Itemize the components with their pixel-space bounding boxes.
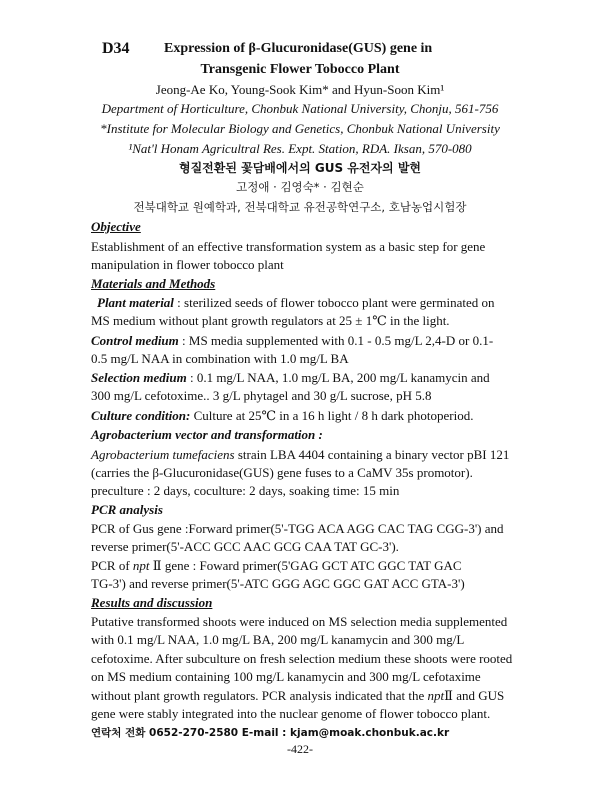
objective-line-1: Establishment of an effective transformation system as a basic step for gene [91,239,486,254]
pcr-line-3 [91,558,462,574]
objective-line-2: manipulation in flower tobocco plant [91,257,284,272]
agrobacterium-species: Agrobacterium tumefaciens [91,447,235,462]
author-list: Jeong-Ae Ko, Young-Sook Kim* and Hyun-Soon Kim¹ [155,82,445,97]
agrobacterium-strain-text: strain LBA 4404 containing a binary vector pBI 121 [234,447,510,462]
plant-material-line-1 [97,295,494,311]
affiliation-1: Department of Horticulture, Chonbuk National University, Chonju, 561-756 [101,101,499,116]
selection-medium-line-2: 300 mg/L cefotoxime.. 3 g/L phytagel and 30 g/L sucrose, pH 5.8 [91,388,432,403]
objective-heading: Objective [91,219,141,234]
korean-title: 형질전환된 꽃담배에서의 GUS 유전자의 발현 [178,161,421,175]
results-line-3: cefotoxime. After subculture on fresh selection medium these shoots were rooted [91,651,513,666]
title-line-2: Transgenic Flower Tobocco Plant [200,62,400,77]
results-heading: Results and discussion [91,595,213,610]
agrobacterium-line-1 [91,447,509,463]
agrobacterium-heading: Agrobacterium vector and transformation : [91,427,323,442]
results-line-5-start: without plant growth regulators. PCR analysis indicated that the [91,688,428,703]
korean-affiliations: 전북대학교 원예학과, 전북대학교 유전공학연구소, 호남농업시험장 [133,200,467,214]
results-line-2: with 0.1 mg/L NAA, 1.0 mg/L BA, 200 mg/L kanamycin and 300 mg/L [91,632,465,647]
korean-authors: 고정애 · 김영숙* · 김현순 [236,180,364,194]
selection-medium-line-1 [91,370,490,386]
pcr-npt-gene: npt [132,558,150,573]
results-line-4: on MS medium containing 100 mg/L kanamycin and 300 mg/L cefotaxime [91,669,481,684]
control-medium-line-2: 0.5 mg/L NAA in combination with 1.0 mg/L BA [91,351,349,366]
results-line-1: Putative transformed shoots were induced on MS selection media supplemented [91,614,508,629]
results-line-6: gene were stably integrated into the nuclear genome of flower tobocco plant. [91,706,491,721]
pcr-heading: PCR analysis [91,502,163,517]
plant-material-label: Plant material [97,295,174,310]
agrobacterium-line-2: (carries the β-Glucuronidase(GUS) gene fuses to a CaMV 35s promotor). [91,465,473,480]
pcr-line-4: TG-3') and reverse primer(5'-ATC GGG AGC GGC GAT ACC GTA-3') [91,576,465,591]
abstract-code: D34 [102,40,130,57]
pcr-npt-text: Ⅱ gene : Foward primer(5'GAG GCT ATC GGC TAT GAC [149,558,462,573]
selection-medium-label: Selection medium [91,370,187,385]
culture-condition-line [91,408,474,424]
plant-material-text: : sterilized seeds of flower tobocco plant were germinated on [173,295,495,310]
methods-heading: Materials and Methods [91,276,216,291]
page-number: -422- [287,742,313,756]
control-medium-text: : MS media supplemented with 0.1 - 0.5 mg/L 2,4-D or 0.1- [178,333,494,348]
plant-material-line-2: MS medium without plant growth regulators at 25 ± 1℃ in the light. [91,313,450,328]
pcr-npt-prefix: PCR of [91,558,133,573]
control-medium-line-1 [91,333,493,349]
selection-medium-text: : 0.1 mg/L NAA, 1.0 mg/L BA, 200 mg/L kanamycin and [186,370,490,385]
affiliation-2: *Institute for Molecular Biology and Genetics, Chonbuk National University [100,121,500,136]
pcr-line-2: reverse primer(5'-ACC GCC AAC GCG CAA TAT GC-3'). [91,539,399,554]
culture-condition-text: Culture at 25℃ in a 16 h light / 8 h dark photoperiod. [190,408,474,423]
results-npt-gene: npt [427,688,445,703]
affiliation-3: ¹Nat'l Honam Agricultral Res. Expt. Station, RDA. Iksan, 570-080 [128,141,472,156]
results-line-5-end: Ⅱ and GUS [444,688,505,703]
title-line-1: Expression of β-Glucuronidase(GUS) gene in [164,41,433,56]
culture-condition-label: Culture condition: [91,408,191,423]
contact-info: 연락처 전화 0652-270-2580 E-mail : kjam@moak.chonbuk.ac.kr [91,727,450,739]
results-line-5 [91,688,504,704]
agrobacterium-line-3: preculture : 2 days, coculture: 2 days, soaking time: 15 min [91,483,400,498]
control-medium-label: Control medium [91,333,179,348]
pcr-line-1: PCR of Gus gene :Forward primer(5'-TGG ACA AGG CAC TAG CGG-3') and [91,521,504,536]
